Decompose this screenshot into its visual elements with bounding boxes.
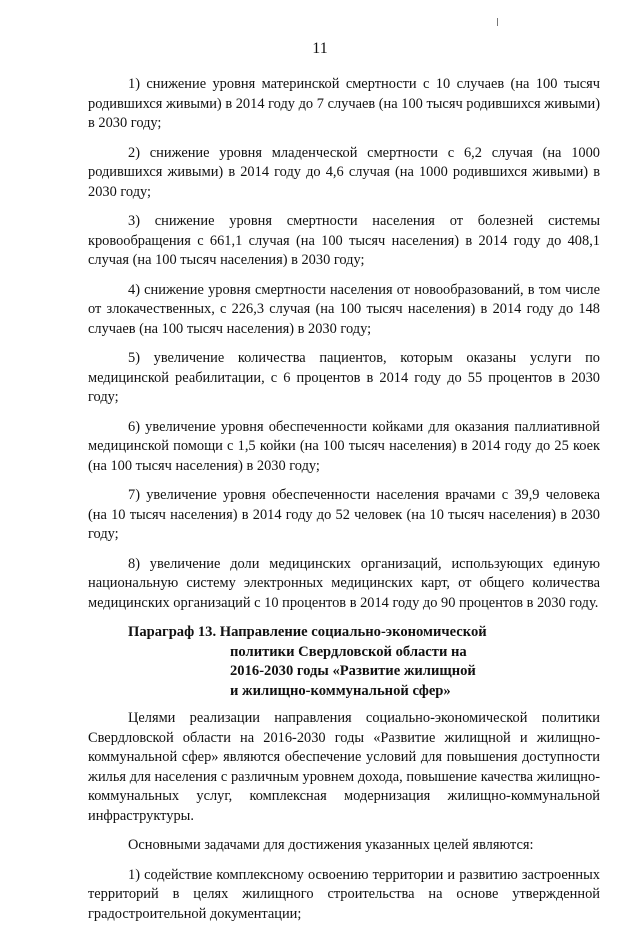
heading-line: политики Свердловской области на [230, 643, 467, 660]
section-heading [88, 623, 600, 701]
list-item: 6) увеличение уровня обеспеченности койками для оказания паллиативной медицинской помощи с 1,5 койки (на 100 тысяч населения) в 2014 году до 25 коек (на 100 тысяч населения) в 2030 году; [88, 418, 600, 474]
list-item: 7) увеличение уровня обеспеченности населения врачами с 39,9 человека (на 10 тысяч населения) в 2014 году до 52 человек (на 10 тысяч населения) в 2030 году; [88, 487, 600, 542]
heading-line: 2016-2030 годы «Развитие жилищной [230, 663, 476, 679]
goals-paragraph: Целями реализации направления социально-экономической политики Свердловской области на 2016-2030 годы «Развитие жилищной и жилищно-коммунальной сфер» являются обеспечение условий для повышения доступности жилья для населения с различным уровнем дохода, повышение качества жилищно-коммунальных услуг, комплексная модернизация жилищно-коммунальной инфраструктуры. [88, 710, 600, 824]
heading-line: Параграф 13. Направление социально-экономической [128, 624, 487, 640]
list-item: 2) снижение уровня младенческой смертности с 6,2 случая (на 1000 родившихся живыми) в 2014 году до 4,6 случая (на 1000 родившихся живыми) в 2030 году; [88, 144, 600, 200]
list-item: 5) увеличение количества пациентов, которым оказаны услуги по медицинской реабилитации, с 6 процентов в 2014 году до 55 процентов в 2030 году; [88, 350, 600, 405]
tasks-intro-paragraph: Основными задачами для достижения указанных целей являются: [128, 837, 534, 853]
page-content [88, 75, 600, 934]
list-item: 3) снижение уровня смертности населения от болезней системы кровообращения с 661,1 случая (на 100 тысяч населения) в 2014 году до 408,1 случая (на 100 тысяч населения) в 2030 году; [88, 213, 600, 268]
scan-mark [497, 18, 498, 26]
task-item: 1) содействие комплексному освоению территории и развитию застроенных территорий в целях жилищного строительства на основе утвержденной градостроительной документации; [88, 866, 600, 922]
page-number: 11 [312, 40, 328, 57]
list-item: 1) снижение уровня материнской смертности с 10 случаев (на 100 тысяч родившихся живыми) в 2014 году до 7 случаев (на 100 тысяч родившихся живыми) в 2030 году; [88, 76, 600, 131]
list-item: 8) увеличение доли медицинских организаций, использующих единую национальную систему электронных медицинских карт, от общего количества медицинских организаций с 10 процентов в 2014 году до 90 процентов в 2030 году. [88, 555, 600, 611]
heading-line: и жилищно-коммунальной сфер» [230, 682, 451, 699]
list-item: 4) снижение уровня смертности населения от новообразований, в том числе от злокачественных, с 226,3 случая (на 100 тысяч населения) в 2014 году до 148 случаев (на 100 тысяч населения) в 2030 году; [88, 281, 600, 337]
